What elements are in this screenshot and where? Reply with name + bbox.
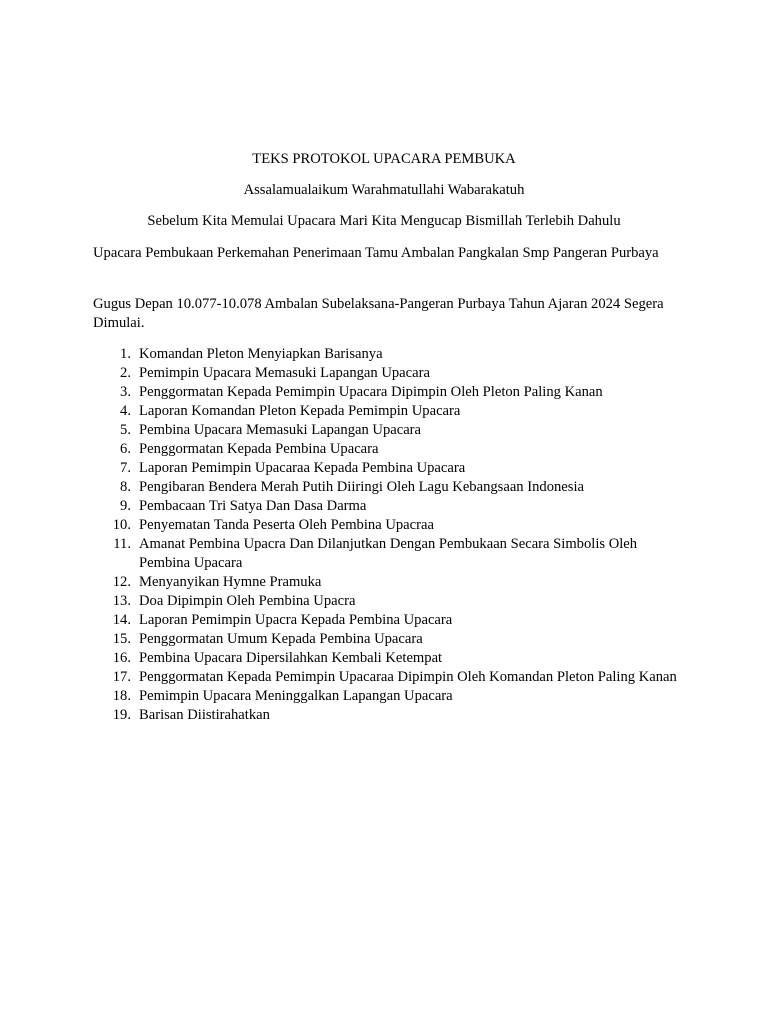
list-item bbox=[93, 630, 683, 649]
list-item-number: 19. bbox=[112, 707, 131, 723]
list-item-text: Pembina Upacara Dipersilahkan Kembali Ketempat bbox=[139, 650, 443, 666]
list-item-number: 11. bbox=[113, 536, 131, 552]
list-item bbox=[93, 611, 683, 630]
opening-line: Sebelum Kita Memulai Upacara Mari Kita Mengucap Bismillah Terlebih Dahulu bbox=[147, 213, 621, 229]
list-item-text: Menyanyikan Hymne Pramuka bbox=[139, 574, 322, 590]
list-item bbox=[93, 668, 683, 687]
list-item-text: Pemimpin Upacara Meninggalkan Lapangan Upacara bbox=[139, 688, 453, 704]
list-item-number: 17. bbox=[112, 669, 131, 685]
list-item-number: 2. bbox=[120, 365, 131, 381]
list-item bbox=[93, 421, 683, 440]
list-item-text: Penggormatan Kepada Pemimpin Upacaraa Dipimpin Oleh Komandan Pleton Paling Kanan bbox=[139, 669, 677, 685]
list-item-text: Laporan Pemimpin Upacaraa Kepada Pembina Upacara bbox=[139, 460, 466, 476]
greeting-line: Assalamualaikum Warahmatullahi Wabarakatuh bbox=[243, 182, 525, 198]
list-item-text: Amanat Pembina Upacra Dan Dilanjutkan Dengan Pembukaan Secara Simbolis Oleh Pembina Upacara bbox=[139, 536, 638, 571]
list-item bbox=[93, 345, 683, 364]
list-item bbox=[93, 592, 683, 611]
list-item-text: Doa Dipimpin Oleh Pembina Upacra bbox=[139, 593, 356, 609]
list-item-text: Penyematan Tanda Peserta Oleh Pembina Upacraa bbox=[139, 517, 434, 533]
list-item-number: 7. bbox=[120, 460, 131, 476]
list-item bbox=[93, 535, 683, 573]
intro-paragraph-2: Gugus Depan 10.077-10.078 Ambalan Subelaksana-Pangeran Purbaya Tahun Ajaran 2024 Segera Dimulai. bbox=[93, 296, 664, 331]
list-item bbox=[93, 706, 683, 725]
list-item-number: 15. bbox=[112, 631, 131, 647]
list-item-number: 16. bbox=[112, 650, 131, 666]
list-item-number: 13. bbox=[112, 593, 131, 609]
list-item bbox=[93, 478, 683, 497]
list-item-number: 5. bbox=[120, 422, 131, 438]
protocol-steps-list bbox=[93, 345, 683, 725]
list-item-text: Barisan Diistirahatkan bbox=[139, 707, 270, 723]
list-item-text: Penggormatan Umum Kepada Pembina Upacara bbox=[139, 631, 423, 647]
list-item bbox=[93, 383, 683, 402]
list-item-number: 18. bbox=[112, 688, 131, 704]
list-item bbox=[93, 364, 683, 383]
page-title: TEKS PROTOKOL UPACARA PEMBUKA bbox=[252, 151, 516, 167]
list-item bbox=[93, 573, 683, 592]
list-item-text: Pembacaan Tri Satya Dan Dasa Darma bbox=[139, 498, 367, 514]
list-item bbox=[93, 402, 683, 421]
list-item-text: Laporan Pemimpin Upacra Kepada Pembina Upacara bbox=[139, 612, 453, 628]
list-item-text: Penggormatan Kepada Pemimpin Upacara Dipimpin Oleh Pleton Paling Kanan bbox=[139, 384, 603, 400]
list-item-number: 10. bbox=[112, 517, 131, 533]
list-item-text: Pengibaran Bendera Merah Putih Diiringi Oleh Lagu Kebangsaan Indonesia bbox=[139, 479, 584, 495]
list-item bbox=[93, 440, 683, 459]
list-item-number: 9. bbox=[120, 498, 131, 514]
list-item bbox=[93, 687, 683, 706]
list-item bbox=[93, 649, 683, 668]
list-item-number: 3. bbox=[120, 384, 131, 400]
list-item-number: 8. bbox=[120, 479, 131, 495]
list-item bbox=[93, 497, 683, 516]
intro-paragraph: Upacara Pembukaan Perkemahan Penerimaan Tamu Ambalan Pangkalan Smp Pangeran Purbaya bbox=[93, 245, 659, 261]
list-item-text: Laporan Komandan Pleton Kepada Pemimpin Upacara bbox=[139, 403, 461, 419]
list-item-number: 6. bbox=[120, 441, 131, 457]
list-item-number: 4. bbox=[120, 403, 131, 419]
list-item-number: 1. bbox=[120, 346, 131, 362]
list-item bbox=[93, 459, 683, 478]
list-item-number: 14. bbox=[112, 612, 131, 628]
list-item-text: Pembina Upacara Memasuki Lapangan Upacara bbox=[139, 422, 422, 438]
list-item-text: Komandan Pleton Menyiapkan Barisanya bbox=[139, 346, 383, 362]
list-item-number: 12. bbox=[112, 574, 131, 590]
list-item-text: Penggormatan Kepada Pembina Upacara bbox=[139, 441, 379, 457]
list-item-text: Pemimpin Upacara Memasuki Lapangan Upacara bbox=[139, 365, 430, 381]
list-item bbox=[93, 516, 683, 535]
